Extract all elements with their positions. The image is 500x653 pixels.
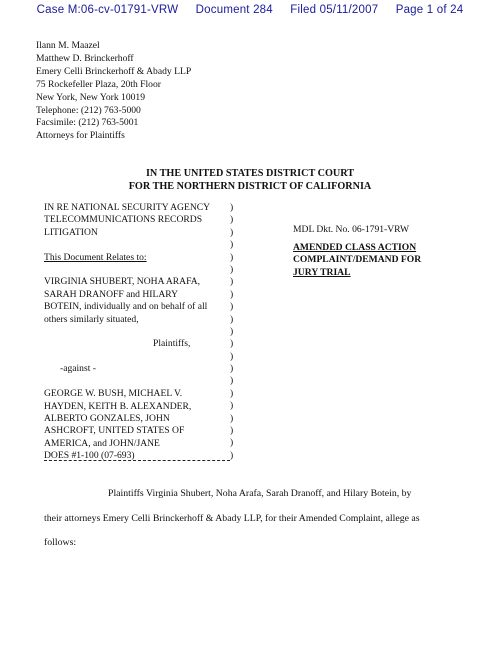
- paren: ): [230, 449, 234, 461]
- paren: ): [230, 226, 234, 238]
- attorney-line: New York, New York 10019: [36, 91, 146, 103]
- caption-divider: [44, 460, 230, 461]
- paren: ): [230, 350, 234, 362]
- body-paragraph-3: follows:: [44, 537, 77, 548]
- caption-parentheses: [230, 202, 233, 462]
- attorney-line: Matthew D. Brinckerhoff: [36, 52, 134, 64]
- paren: ): [230, 387, 234, 399]
- paren: ): [230, 425, 234, 437]
- caption-line: BOTEIN, individually and on behalf of all: [44, 301, 208, 313]
- paren: ): [230, 325, 234, 337]
- caption-line: HAYDEN, KEITH B. ALEXANDER,: [44, 400, 192, 412]
- caption-line: TELECOMMUNICATIONS RECORDS: [44, 214, 203, 226]
- document-title: [293, 242, 421, 279]
- caption-line: AMERICA, and JOHN/JANE: [44, 437, 160, 449]
- body-paragraph-1: Plaintiffs Virginia Shubert, Noha Arafa, Sarah Dranoff, and Hilary Botein, by: [108, 488, 412, 499]
- caption-line: This Document Relates to:: [44, 251, 147, 263]
- body-paragraph-2: their attorneys Emery Celli Brinckerhoff & Abady LLP, for their Amended Complaint, allege as: [44, 513, 420, 524]
- attorney-line: Facsimile: (212) 763-5001: [36, 117, 139, 129]
- caption-line: ALBERTO GONZALES, JOHN: [44, 412, 170, 424]
- filed-date: Filed 05/11/2007: [290, 4, 379, 16]
- case-number: Case M:06-cv-01791-VRW: [36, 4, 179, 16]
- case-caption: [44, 202, 244, 463]
- paren: ): [230, 251, 234, 263]
- attorney-line: Attorneys for Plaintiffs: [36, 130, 125, 142]
- attorney-line: Telephone: (212) 763-5000: [36, 104, 141, 116]
- attorney-line: 75 Rockefeller Plaza, 20th Floor: [36, 78, 161, 90]
- caption-line: VIRGINIA SHUBERT, NOHA ARAFA,: [44, 276, 201, 288]
- paren: ): [230, 400, 234, 412]
- caption-line: others similarly situated,: [44, 313, 139, 325]
- paren: ): [230, 313, 234, 325]
- title-line-1: AMENDED CLASS ACTION: [293, 242, 417, 253]
- paren: ): [230, 276, 234, 288]
- paren: ): [230, 288, 234, 300]
- caption-line: -against -: [60, 363, 96, 375]
- paren: ): [230, 214, 234, 226]
- caption-line: ASHCROFT, UNITED STATES OF: [44, 425, 185, 437]
- caption-line: DOES #1-100 (07-693): [44, 450, 135, 462]
- paren: ): [230, 363, 234, 375]
- document-number: Document 284: [195, 4, 273, 16]
- paren: ): [230, 412, 234, 424]
- caption-line: SARAH DRANOFF and HILARY: [44, 288, 179, 300]
- ecf-header: [0, 4, 500, 16]
- caption-line: [44, 264, 244, 276]
- paren: ): [230, 437, 234, 449]
- attorney-line: Ilann M. Maazel: [36, 40, 100, 51]
- caption-line: GEORGE W. BUSH, MICHAEL V.: [44, 388, 183, 400]
- attorney-block: [36, 40, 191, 143]
- attorney-line: Emery Celli Brinckerhoff & Abady LLP: [36, 65, 192, 77]
- paren: ): [230, 263, 234, 275]
- caption-line: Plaintiffs,: [153, 338, 191, 350]
- caption-line: [44, 326, 244, 338]
- paren: ): [230, 239, 234, 251]
- title-line-3: JURY TRIAL: [293, 266, 351, 278]
- court-heading: [0, 168, 500, 193]
- paren: ): [230, 202, 234, 213]
- caption-line: [44, 239, 244, 251]
- court-line-1: IN THE UNITED STATES DISTRICT COURT: [145, 168, 355, 179]
- paren: ): [230, 375, 234, 387]
- paren: ): [230, 338, 234, 350]
- caption-line: [44, 351, 244, 363]
- page-number: Page 1 of 24: [395, 4, 464, 16]
- mdl-docket: MDL Dkt. No. 06-1791-VRW: [293, 224, 410, 235]
- caption-line: IN RE NATIONAL SECURITY AGENCY: [44, 202, 211, 213]
- paren: ): [230, 301, 234, 313]
- caption-line: [44, 376, 244, 388]
- title-line-2: COMPLAINT/DEMAND FOR: [293, 254, 422, 266]
- caption-line: LITIGATION: [44, 226, 98, 238]
- court-line-2: FOR THE NORTHERN DISTRICT OF CALIFORNIA: [128, 180, 372, 192]
